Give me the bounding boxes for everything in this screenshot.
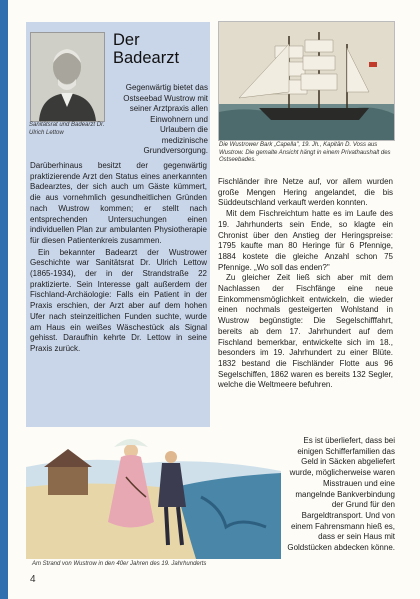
beach-caption: Am Strand von Wustrow in den 40er Jahren des 19. Jahrhunderts [32, 561, 207, 567]
right-column [218, 177, 393, 391]
article-title [113, 31, 179, 67]
paragraph: Darüberhinaus besitzt der gegenwärtig praktizierende Arzt den Status eines anerkannten Badearztes, der sich auch um Gäste kümmert, die aus vornehmlich gesundheitlichen Gründen nach Wustrow kommen; er stellt nach entsprechenden Untersuchungen einen individuellen Plan zur ambulanten Physiotherapie für diesen Patientenkreis zusammen. [30, 161, 207, 245]
portrait-caption: Sanitätsrat und Badearzt Dr. Ulrich Lettow [29, 122, 105, 136]
intro-text: Gegenwärtig bietet das Ostseebad Wustrow mit seiner Arztpraxis allen Einwohnern und Urlaubern die medizinische Grundversorgung. [123, 83, 208, 155]
ship-painting [218, 21, 395, 141]
title-line-2: Badearzt [113, 49, 180, 67]
page-number: 4 [30, 574, 36, 585]
paragraph: Zu gleicher Zeit ließ sich aber mit dem Nachlassen der Fischfänge eine neue Einkommensmöglichkeit entwickeln, die wieder einen nochmals gesteigerten Wohlstand in Wustrow begünstigte: Die Segelschifffahrt, bereits ab dem 17. Jahrhundert auf dem Fischland bemerkbar, entwickelte sich im 18., besonders im 19. Jahrhundert zu einer Blüte. 1832 bestand die Fischländer Flotte aus 96 Segelschiffen, 1862 waren es bereits 132 Segler, welche die Weltmeere befuhren. [218, 273, 393, 390]
paragraph: Mit dem Fischreichtum hatte es im Laufe des 19. Jahrhunderts sein Ende, so klagte ein Chronist über den Anstieg der Heringspreise: 1795 kaufte man 80 Heringe für 6 Pfennige, 1884 kostete die gleiche Anzahl schon 75 Pfennige. „Wo soll das enden?" [218, 209, 393, 272]
page-edge-stripe [0, 0, 8, 599]
title-line-1: Der [113, 31, 140, 49]
portrait-photo [30, 32, 105, 122]
paragraph: Ein bekannter Badearzt der Wustrower Geschichte war Sanitätsrat Dr. Ulrich Lettow (1865-1934), der in der Strandstraße 22 praktizierte. Sein Interesse galt außerdem der Fischland-Archäologie: Falls ein Patient in der Praxis erschien, der Arzt aber auf dem hohen Ufer nach steinzeitlichen Funden suchte, wurde am Haus ein weißes Wäschestück als Signal gehisst. Daraufhin kehrte Dr. Lettow in seine Praxis zurück. [30, 247, 207, 353]
right-column-bottom: Es ist überliefert, dass bei einigen Schifferfamilien das Geld in Säcken abgeliefert wurde, möglicherweise waren Misstrauen und eine mangelnde Bankverbindung der Grund für den Bargeldtransport. Und von einem Fahrensmann hieß es, dass er sein Haus mit Goldstücken abdecken könne. [287, 436, 395, 553]
left-body [30, 161, 207, 356]
beach-illustration [26, 427, 281, 559]
paragraph: Fischländer ihre Netze auf, vor allem wurden große Mengen Hering angelandet, die bis Süddeutschland verkauft werden konnten. [218, 177, 393, 208]
ship-caption: Die Wustrower Bark „Capella", 19. Jh., Kapitän D. Voss aus Wustrow. Die gemalte Ansicht hängt in einem Privathaushalt des Ostseebades. [219, 142, 391, 163]
